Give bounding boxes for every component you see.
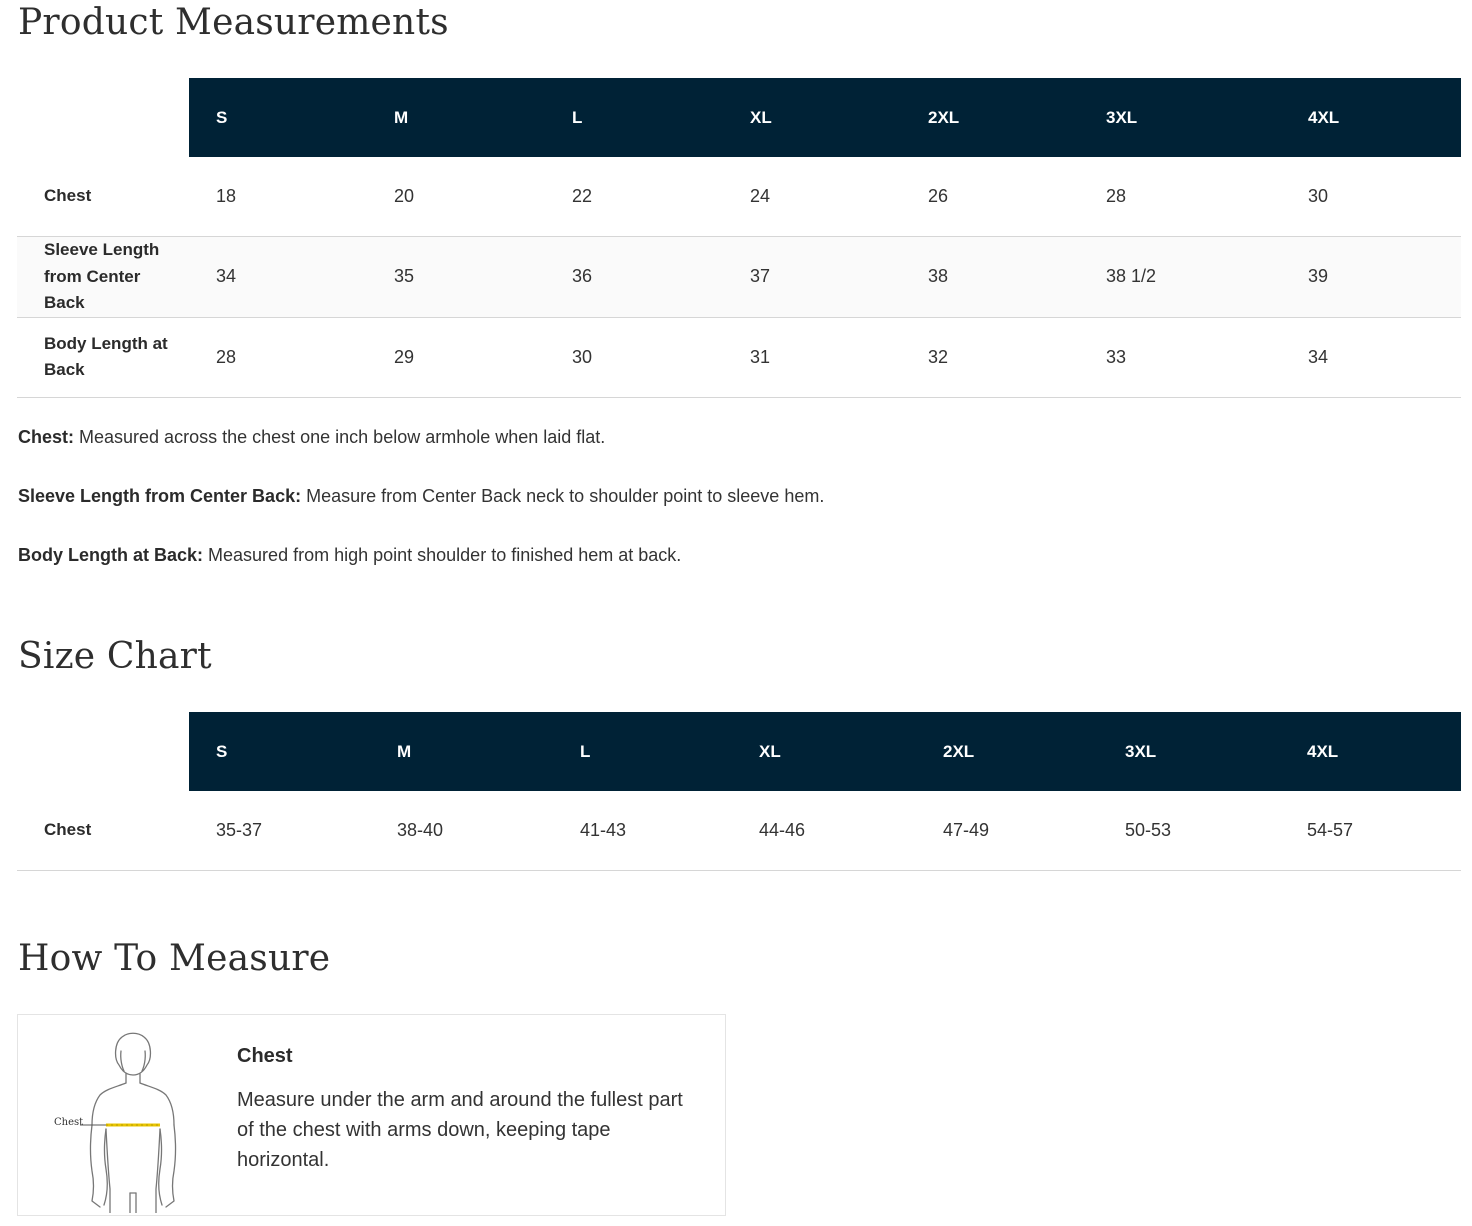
size-header: S (189, 78, 367, 157)
table-cell: 50-53 (1098, 791, 1280, 871)
table-cell: 38 1/2 (1079, 237, 1281, 318)
note-chest: Chest: Measured across the chest one inch below armhole when laid flat. (18, 427, 606, 447)
row-label: Sleeve Length from Center Back (17, 237, 189, 318)
table-cell: 22 (545, 157, 723, 237)
table-cell: 26 (901, 157, 1079, 237)
table-cell: 35-37 (189, 791, 370, 871)
table-cell: 44-46 (732, 791, 916, 871)
table-header-row (17, 712, 1461, 791)
row-label: Body Length at Back (17, 317, 189, 397)
table-cell: 30 (545, 317, 723, 397)
table-row (17, 317, 1461, 397)
table-cell: 39 (1281, 237, 1461, 318)
table-cell: 35 (367, 237, 545, 318)
table-cell: 34 (1281, 317, 1461, 397)
size-header: 3XL (1098, 712, 1280, 791)
size-header: XL (723, 78, 901, 157)
table-cell: 32 (901, 317, 1079, 397)
table-cell: 29 (367, 317, 545, 397)
size-header: 2XL (916, 712, 1098, 791)
table-header-row (17, 78, 1461, 157)
figure-chest-label: Chest (54, 1117, 84, 1128)
size-header: M (370, 712, 553, 791)
table-cell: 33 (1079, 317, 1281, 397)
table-cell: 38-40 (370, 791, 553, 871)
how-to-measure-card (17, 1014, 726, 1216)
table-cell: 47-49 (916, 791, 1098, 871)
how-to-heading: Chest (237, 1045, 293, 1067)
size-header: 4XL (1280, 712, 1461, 791)
table-cell: 31 (723, 317, 901, 397)
table-row (17, 157, 1461, 237)
table-cell: 36 (545, 237, 723, 318)
size-chart-table (17, 712, 1461, 871)
how-to-measure-title: How To Measure (18, 938, 331, 979)
how-to-description: Measure under the arm and around the fullest part of the chest with arms down, keeping tape horizontal. (237, 1089, 683, 1171)
size-header: L (553, 712, 732, 791)
row-label: Chest (17, 157, 189, 237)
size-header: 4XL (1281, 78, 1461, 157)
note-sleeve-length: Sleeve Length from Center Back: Measure from Center Back neck to shoulder point to sleeve hem. (18, 486, 825, 506)
table-cell: 28 (189, 317, 367, 397)
size-header: 3XL (1079, 78, 1281, 157)
row-label: Chest (17, 791, 189, 871)
body-silhouette-icon (44, 1029, 214, 1213)
header-blank-cell (17, 712, 189, 791)
table-row (17, 237, 1461, 318)
table-cell: 20 (367, 157, 545, 237)
table-cell: 54-57 (1280, 791, 1461, 871)
size-header: S (189, 712, 370, 791)
table-cell: 18 (189, 157, 367, 237)
size-header: L (545, 78, 723, 157)
table-cell: 38 (901, 237, 1079, 318)
table-cell: 41-43 (553, 791, 732, 871)
table-cell: 30 (1281, 157, 1461, 237)
table-cell: 28 (1079, 157, 1281, 237)
size-header: 2XL (901, 78, 1079, 157)
size-header: XL (732, 712, 916, 791)
note-body-length: Body Length at Back: Measured from high point shoulder to finished hem at back. (18, 545, 682, 565)
table-cell: 24 (723, 157, 901, 237)
product-measurements-table (17, 78, 1461, 398)
body-silhouette-graphic (44, 1029, 214, 1213)
header-blank-cell (17, 78, 189, 157)
table-row (17, 791, 1461, 871)
size-header: M (367, 78, 545, 157)
table-cell: 37 (723, 237, 901, 318)
measurement-notes (18, 426, 824, 566)
product-measurements-title: Product Measurements (18, 2, 449, 43)
table-cell: 34 (189, 237, 367, 318)
size-chart-title: Size Chart (18, 636, 212, 677)
